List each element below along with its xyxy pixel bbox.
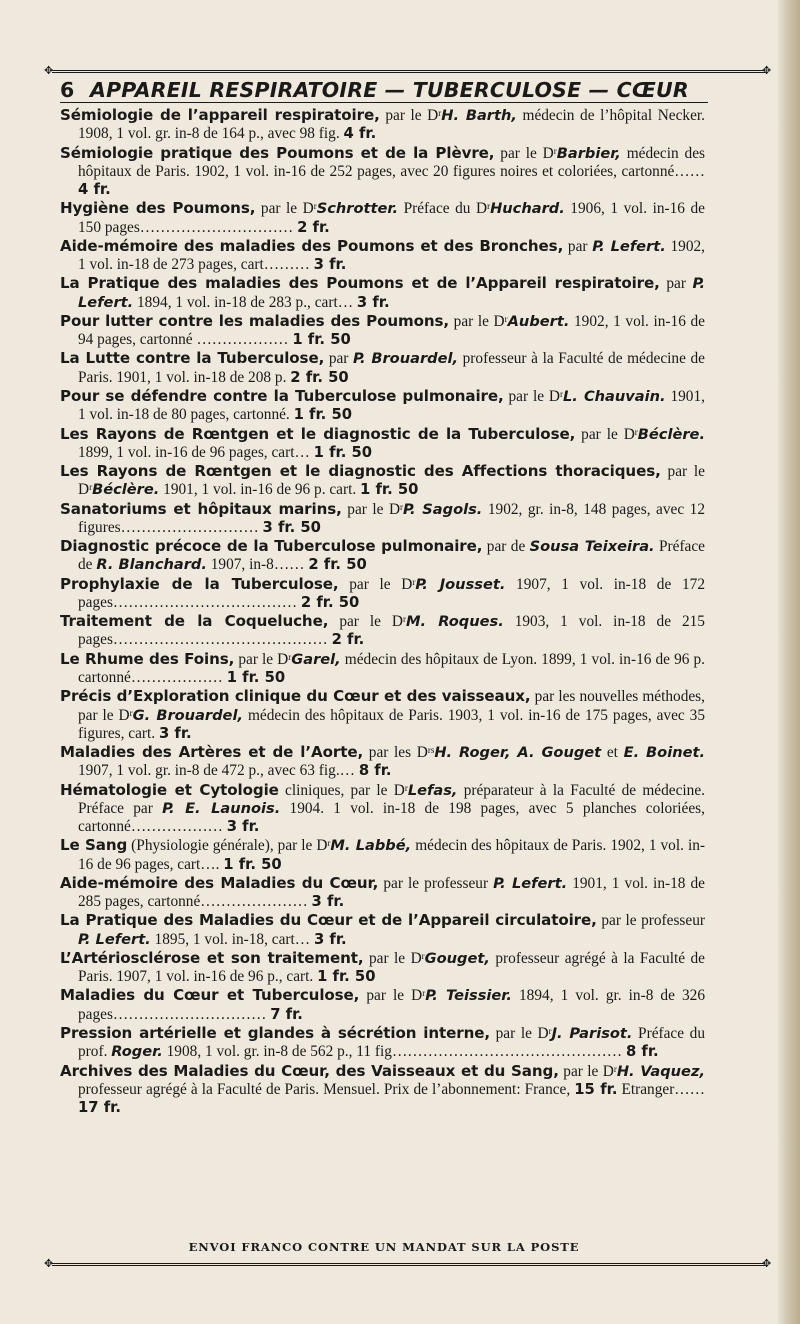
entry-description: 1906, 1 vol. in-16 de 150 pages………………………… — [78, 200, 705, 236]
catalogue-entry — [60, 575, 705, 613]
entry-superscript: r — [404, 782, 408, 793]
bottom-double-rule — [52, 1263, 765, 1266]
entry-text: par le D — [341, 500, 401, 518]
entry-author: P. Lefert. — [78, 930, 151, 948]
entry-author: P. E. Launois. — [162, 799, 281, 817]
entry-author: Sousa Teixeira. — [529, 538, 655, 556]
entry-text: par le D — [359, 987, 423, 1005]
entry-text: par les D — [363, 744, 428, 762]
entry-title: Maladies du Cœur et Tuberculose, — [60, 986, 360, 1005]
entry-superscript: r — [634, 426, 638, 437]
entry-title: Les Rayons de Rœntgen et le diagnostic des Affections thoraciques, — [60, 462, 661, 481]
entry-description: Préface de — [78, 538, 705, 574]
entry-text: par le D — [494, 144, 554, 162]
entry-price: 3 fr. — [356, 293, 390, 311]
entry-description: professeur à la Faculté de médecine de Paris. 1901, 1 vol. in-18 de 208 p. — [78, 350, 705, 386]
entry-price: 2 fr. — [297, 218, 330, 236]
entry-description: 1895, 1 vol. in-18, cart… — [150, 930, 314, 948]
entry-description: 1902, 1 vol. in-16 de 94 pages, cartonné ……………… — [78, 312, 705, 349]
entry-price: 3 fr. — [226, 818, 260, 836]
entry-price: 4 fr. — [78, 181, 111, 199]
entry-author: H. Roger, A. Gouget — [434, 744, 602, 762]
entry-superscript: r — [288, 651, 292, 662]
catalogue-entry — [60, 106, 705, 144]
top-double-rule — [52, 70, 765, 73]
entry-text: par le professeur — [378, 874, 494, 892]
catalogue-entry — [60, 537, 705, 575]
entry-price: 3 fr. — [158, 724, 192, 742]
catalogue-entry — [60, 1024, 705, 1062]
entry-text: par le D — [449, 312, 505, 330]
entry-text: par le D — [363, 949, 422, 967]
running-header — [60, 78, 710, 102]
entry-author: E. Boinet. — [623, 744, 706, 762]
catalogue-entry — [60, 462, 705, 500]
entry-title: Les Rayons de Rœntgen et le diagnostic de la Tuberculose, — [60, 424, 576, 443]
catalogue-entry — [60, 1062, 705, 1118]
entry-author: H. Barth, — [441, 107, 517, 124]
entry-text: par le D — [503, 387, 560, 405]
entry-author: R. Blanchard. — [96, 556, 207, 574]
entry-title: Hématologie et Cytologie — [60, 780, 279, 799]
entry-superscript: r — [553, 145, 557, 156]
entry-superscript: rs — [427, 745, 435, 756]
entry-author: Huchard. — [490, 200, 565, 218]
entry-author: H. Vaquez, — [616, 1062, 705, 1080]
entry-price: 8 fr. — [358, 762, 392, 780]
entry-description: 1901, 1 vol. in-18 de 285 pages, cartonné………………… — [78, 874, 705, 911]
entry-title: L’Artériosclérose et son traitement, — [60, 948, 364, 967]
footer-notice: ENVOI FRANCO CONTRE UN MANDAT SUR LA POSTE — [188, 1240, 580, 1254]
entry-author: L. Chauvain. — [563, 387, 666, 405]
entry-text: par le D — [558, 1062, 614, 1080]
entry-price: 4 fr. — [343, 125, 377, 143]
entry-author: Aubert. — [507, 312, 570, 330]
catalogue-entry — [60, 500, 705, 538]
entry-author: P. Brouardel, — [353, 350, 459, 368]
entry-title: Le Rhume des Foins, — [60, 649, 235, 668]
entry-description: médecin des hôpitaux de Paris. 1902, 1 vol. in-16 de 96 pages, cart…. — [78, 837, 705, 873]
catalogue-entry — [60, 743, 705, 781]
entry-title: Sémiologie pratique des Poumons et de la Plèvre, — [60, 143, 495, 162]
entry-emphasis: 15 fr. — [574, 1080, 618, 1098]
page-edge-shadow — [778, 0, 800, 1324]
entry-author: P. Lefert. — [78, 275, 706, 311]
entry-author: Béclère. — [92, 481, 160, 499]
entry-price: 3 fr. — [313, 930, 347, 948]
entry-description: médecin de l’hôpital Necker. 1908, 1 vol. gr. in-8 de 164 p., avec 98 fig. — [78, 107, 705, 143]
entry-text: par — [659, 275, 693, 293]
entry-price: 2 fr. — [331, 631, 365, 649]
entry-title: Le Sang — [60, 836, 128, 855]
entry-author: Gouget, — [424, 949, 490, 967]
entry-superscript: r — [504, 313, 508, 324]
entry-description: 1904. 1 vol. in-18 de 198 pages, avec 5 planches coloriées, cartonné……………… — [78, 799, 705, 836]
catalogue-entries — [60, 106, 705, 1117]
entry-title: Prophylaxie de la Tuberculose, — [60, 574, 339, 593]
entry-price: 7 fr. — [270, 1005, 303, 1023]
entry-description: 1899, 1 vol. in-16 de 96 pages, cart… — [78, 443, 314, 461]
entry-superscript: r — [402, 614, 406, 625]
entry-text: cliniques, par le D — [278, 781, 405, 799]
entry-description: professeur agrégé à la Faculté de Paris. Mensuel. Prix de l’abonnement: France, — [78, 1080, 575, 1098]
entry-author: Garel, — [291, 650, 341, 668]
entry-author: J. Parisot. — [551, 1025, 633, 1043]
catalogue-entry — [60, 312, 705, 350]
entry-description: 1901, 1 vol. in-16 de 96 p. cart. — [159, 481, 361, 499]
entry-price: 8 fr. — [625, 1043, 659, 1061]
entry-superscript: r — [421, 950, 425, 961]
entry-author: Béclère. — [637, 425, 705, 443]
rule-ornament-icon: ✥ — [44, 64, 54, 77]
entry-title: Sanatoriums et hôpitaux marins, — [60, 499, 342, 518]
entry-price: 2 fr. 50 — [308, 556, 367, 574]
entry-superscript: r — [560, 388, 563, 399]
entry-text: par les nouvelles méthodes, par le D — [78, 688, 705, 724]
entry-title: Pression artérielle et glandes à sécrétion interne, — [60, 1024, 491, 1043]
entry-price: 3 fr. 50 — [262, 518, 321, 536]
catalogue-entry — [60, 612, 705, 650]
entry-price: 2 fr. 50 — [290, 368, 349, 386]
entry-text: (Physiologie générale), par le D — [127, 837, 328, 855]
entry-title: La Pratique des maladies des Poumons et de l’Appareil respiratoire, — [60, 274, 660, 293]
entry-author: P. Lefert. — [592, 237, 666, 255]
entry-title: Pour lutter contre les maladies des Poumons, — [60, 311, 450, 330]
entry-title: Aide-mémoire des Maladies du Cœur, — [60, 873, 379, 892]
entry-price: 1 fr. 50 — [360, 481, 419, 499]
entry-price: 1 fr. 50 — [223, 855, 282, 873]
entry-description: médecin des hôpitaux de Paris. 1902, 1 vol. in-16 de 252 pages, avec 20 figures noires et coloriées, cartonné…… — [78, 144, 705, 180]
catalogue-entry — [60, 144, 705, 200]
entry-author: M. Labbé, — [330, 837, 412, 855]
entry-author: G. Brouardel, — [132, 706, 244, 724]
entry-text: par le D — [490, 1025, 549, 1043]
entry-text: par le professeur — [596, 912, 705, 930]
entry-description: 1901, 1 vol. in-18 de 80 pages, cartonné. — [78, 387, 705, 424]
catalogue-entry — [60, 387, 705, 425]
entry-title: La Lutte contre la Tuberculose, — [60, 349, 325, 368]
entry-superscript: r — [422, 988, 426, 999]
entry-author: P. Sagols. — [403, 500, 483, 518]
entry-title: Hygiène des Poumons, — [60, 199, 256, 218]
entry-description: et — [601, 744, 624, 762]
entry-superscript: r — [412, 576, 416, 587]
entry-description: préparateur à la Faculté de médecine. Préface par — [78, 781, 705, 817]
entry-price: 3 fr. — [313, 256, 347, 274]
entry-author: Barbier, — [556, 144, 621, 162]
catalogue-entry — [60, 425, 705, 463]
entry-description: 1902, 1 vol. in-18 de 273 pages, cart……… — [78, 237, 706, 274]
entry-description: 1907, 1 vol. gr. in-8 de 472 p., avec 63 fig.… — [78, 762, 359, 780]
entry-author: Schrotter. — [316, 200, 399, 218]
entry-text: par le D — [328, 613, 403, 631]
entry-superscript: r — [548, 1026, 552, 1037]
entry-superscript: r — [89, 482, 93, 493]
entry-superscript: r — [487, 201, 491, 212]
entry-price: 17 fr. — [78, 1099, 121, 1117]
entry-description: Préface du D — [398, 200, 488, 218]
entry-text: par — [324, 350, 354, 368]
entry-title: Pour se défendre contre la Tuberculose pulmonaire, — [60, 386, 504, 405]
entry-description: 1907, 1 vol. in-18 de 172 pages……………………………… — [78, 575, 705, 611]
entry-price: 2 fr. 50 — [300, 593, 360, 611]
entry-title: La Pratique des Maladies du Cœur et de l’Appareil circulatoire, — [60, 911, 597, 930]
entry-description: Etranger…… — [617, 1080, 705, 1098]
entry-author: Roger. — [111, 1043, 163, 1061]
entry-description: professeur agrégé à la Faculté de Paris. 1907, 1 vol. in-16 de 96 p., cart. — [78, 949, 705, 986]
entry-text: par le D — [234, 650, 289, 668]
entry-description: Préface du prof. — [78, 1025, 705, 1061]
entry-author: P. Lefert. — [493, 874, 568, 892]
entry-description: 1907, in-8…… — [206, 556, 309, 574]
entry-price: 1 fr. 50 — [313, 443, 373, 461]
entry-text: par de — [482, 538, 530, 556]
rule-ornament-icon: ✥ — [762, 64, 772, 77]
header-rule — [60, 102, 708, 103]
entry-superscript: r — [400, 501, 404, 512]
entry-price: 1 fr. 50 — [226, 668, 286, 686]
entry-title: Précis d’Exploration clinique du Cœur et des vaisseaux, — [60, 687, 531, 706]
catalogue-entry — [60, 349, 705, 387]
running-title: APPAREIL RESPIRATOIRE — TUBERCULOSE — CŒUR — [90, 78, 689, 102]
entry-text: par le D — [255, 200, 314, 218]
entry-description: 1902, gr. in-8, 148 pages, avec 12 figures……………………… — [78, 500, 705, 536]
entry-author: Lefas, — [407, 781, 458, 799]
entry-price: 1 fr. 50 — [293, 406, 353, 424]
entry-description: médecin des hôpitaux de Lyon. 1899, 1 vol. in-16 de 96 p. cartonné……………… — [78, 650, 705, 686]
entry-text: par — [563, 237, 593, 255]
entry-price: 1 fr. 50 — [317, 968, 376, 986]
entry-author: P. Jousset. — [415, 575, 506, 593]
entry-author: P. Teissier. — [425, 987, 512, 1005]
catalogue-entry — [60, 911, 705, 949]
entry-title: Archives des Maladies du Cœur, des Vaisseaux et du Sang, — [60, 1061, 559, 1080]
entry-superscript: r — [613, 1063, 617, 1074]
rule-ornament-icon: ✥ — [762, 1257, 772, 1270]
catalogue-entry — [60, 836, 705, 874]
entry-price: 3 fr. — [311, 893, 345, 911]
entry-title: Aide-mémoire des maladies des Poumons et des Bronches, — [60, 236, 564, 255]
entry-title: Diagnostic précoce de la Tuberculose pulmonaire, — [60, 537, 483, 556]
entry-superscript: r — [313, 201, 317, 212]
entry-description: médecin des hôpitaux de Paris. 1903, 1 vol. in-16 de 175 pages, avec 35 figures, cart. — [78, 706, 706, 742]
entry-price: 1 fr. 50 — [292, 331, 351, 349]
entry-description: 1908, 1 vol. gr. in-8 de 562 p., 11 fig……………………………………… — [162, 1043, 626, 1061]
catalogue-entry — [60, 781, 705, 837]
page-number: 6 — [60, 78, 75, 102]
entry-text: par le D — [78, 463, 705, 499]
entry-description: 1894, 1 vol. gr. in-8 de 326 pages………………………… — [78, 987, 705, 1023]
entry-description: 1894, 1 vol. in-18 de 283 p., cart… — [133, 293, 357, 311]
entry-description: 1903, 1 vol. in-18 de 215 pages…………………………………… — [78, 613, 705, 649]
catalogue-entry — [60, 687, 705, 743]
entry-title: Traitement de la Coqueluche, — [60, 612, 329, 631]
catalogue-entry — [60, 986, 705, 1024]
entry-title: Maladies des Artères et de l’Aorte, — [60, 743, 364, 762]
entry-superscript: r — [327, 838, 331, 849]
entry-superscript: r — [438, 108, 442, 118]
catalogue-entry — [60, 874, 705, 912]
entry-author: M. Roques. — [405, 613, 504, 631]
entry-superscript: r — [129, 707, 133, 718]
entry-text: par le D — [379, 107, 439, 124]
catalogue-entry — [60, 274, 705, 312]
catalogue-entry — [60, 237, 705, 275]
entry-title: Sémiologie de l’appareil respiratoire, — [60, 106, 380, 124]
rule-ornament-icon: ✥ — [44, 1257, 54, 1270]
catalogue-entry — [60, 199, 705, 237]
catalogue-entry — [60, 949, 705, 987]
entry-text: par le D — [575, 425, 635, 443]
catalogue-entry — [60, 650, 705, 688]
entry-text: par le D — [338, 575, 413, 593]
